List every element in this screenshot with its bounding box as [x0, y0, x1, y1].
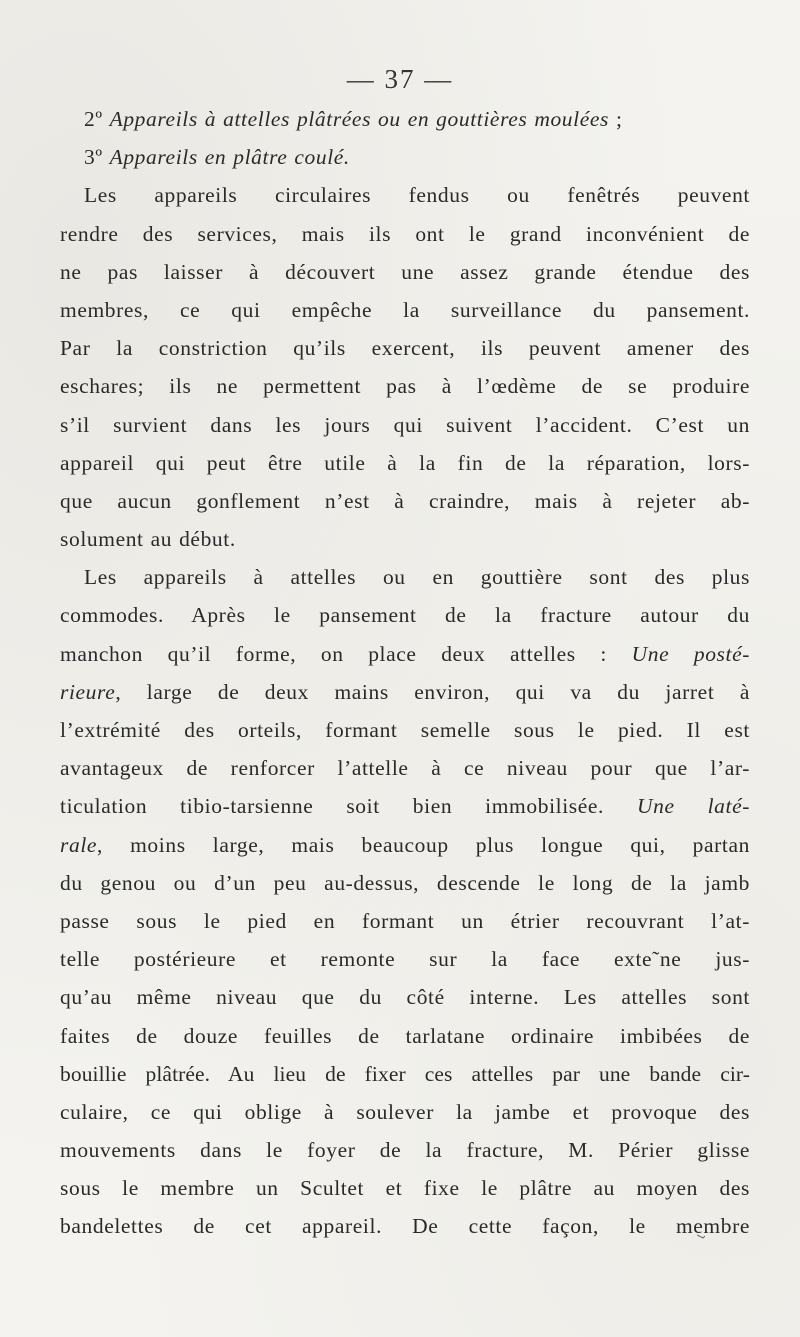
emphasis-text: Une laté- [637, 794, 750, 819]
text-line: passe sous le pied en formant un étrier recouvrant l’at- [60, 908, 750, 933]
text-line: Les appareils à attelles ou en gouttière sont des plus [84, 565, 750, 590]
text-run: , large de deux mains environ, qui va du jarret à [115, 679, 750, 704]
text-line: Par la constriction qu’ils exercent, ils peuvent amener des [60, 336, 750, 361]
text-line: telle postérieure et remonte sur la face exte˜ne jus- [60, 947, 750, 972]
text-run: , moins large, mais beaucoup plus longue qui, partan [97, 832, 750, 857]
list-item-title: Appareils à attelles plâtrées ou en gouttières moulées [109, 107, 609, 131]
list-number: 2º [84, 107, 110, 131]
ink-mark [697, 1232, 705, 1236]
text-line [60, 673, 750, 711]
emphasis-text: Une posté- [631, 641, 750, 666]
text-line [60, 826, 750, 864]
text-line: eschares; ils ne permettent pas à l’œdème de se produire [60, 374, 750, 399]
list-item-2 [60, 100, 750, 138]
text-line: commodes. Après le pansement de la fracture autour du [60, 603, 750, 628]
text-run: ticulation tibio-tarsienne soit bien immobilisée. [60, 794, 637, 819]
text-line: appareil qui peut être utile à la fin de la réparation, lors- [60, 450, 750, 475]
list-item-punctuation: ; [608, 107, 623, 131]
text-line: solument au début. [60, 527, 236, 552]
ink-mark-shape [697, 1234, 705, 1240]
text-line: Les appareils circulaires fendus ou fenêtrés peuvent [84, 183, 750, 208]
text-line: l’extrémité des orteils, formant semelle sous le pied. Il est [60, 718, 750, 742]
text-line: bouillie plâtrée. Au lieu de fixer ces attelles par une bande cir- [60, 1061, 750, 1086]
list-item-title: Appareils en plâtre coulé. [109, 145, 350, 170]
text-line: s’il survient dans les jours qui suivent l’accident. C’est un [60, 412, 750, 437]
text-line: faites de douze feuilles de tarlatane ordinaire imbibées de [60, 1023, 750, 1048]
text-line: bandelettes de cet appareil. De cette façon, le membre [60, 1214, 750, 1239]
text-line: sous le membre un Scultet et fixe le plâtre au moyen des [60, 1176, 750, 1201]
emphasis-text: rale [60, 832, 98, 857]
page-body-text [60, 100, 750, 1246]
text-line [60, 635, 750, 673]
list-item-3 [60, 138, 750, 176]
emphasis-text: rieure [60, 679, 116, 704]
text-line: ne pas laisser à découvert une assez grande étendue des [60, 259, 750, 284]
text-line: qu’au même niveau que du côté interne. Les attelles sont [60, 985, 750, 1010]
text-line [60, 787, 750, 825]
text-line: du genou ou d’un peu au-dessus, descende le long de la jamb [60, 870, 750, 895]
text-run: manchon qu’il forme, on place deux attelles : [60, 641, 632, 666]
text-line: culaire, ce qui oblige à soulever la jambe et provoque des [60, 1099, 750, 1124]
text-line: mouvements dans le foyer de la fracture, M. Périer glisse [60, 1138, 750, 1163]
text-line: avantageux de renforcer l’attelle à ce niveau pour que l’ar- [60, 756, 750, 781]
text-line: que aucun gonflement n’est à craindre, mais à rejeter ab- [60, 488, 750, 513]
page-number: — 37 — [346, 64, 454, 94]
text-line: rendre des services, mais ils ont le grand inconvénient de [60, 221, 750, 246]
list-number: 3º [84, 145, 110, 170]
text-line: membres, ce qui empêche la surveillance du pansement. [60, 297, 750, 322]
